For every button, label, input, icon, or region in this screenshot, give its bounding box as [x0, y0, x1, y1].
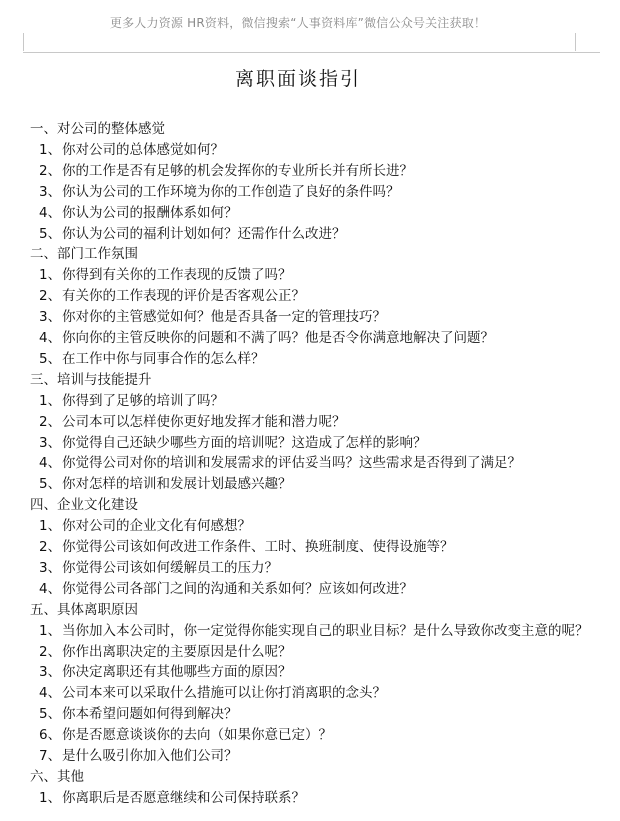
question-text: 你认为公司的工作环境为你的工作创造了良好的条件吗？	[62, 183, 400, 200]
header-frame-left	[23, 33, 24, 51]
section-heading: 一、对公司的整体感觉	[30, 121, 165, 137]
question-number: 3、	[39, 183, 62, 200]
section-heading: 五、具体离职原因	[30, 601, 138, 618]
question-number: 5、	[39, 706, 62, 723]
question-item	[30, 788, 590, 809]
question-item	[30, 621, 590, 642]
question-item	[30, 328, 590, 349]
question-number: 3、	[39, 309, 62, 326]
question-item	[30, 349, 590, 370]
question-number: 4、	[39, 330, 62, 347]
question-number: 4、	[39, 455, 62, 472]
question-text: 你觉得自己还缺少哪些方面的培训呢？这造成了怎样的影响？	[62, 434, 427, 451]
question-text: 你觉得公司该如何改进工作条件、工时、换班制度、使得设施等？	[62, 539, 454, 556]
question-text: 你觉得公司对你的培训和发展需求的评估妥当吗？这些需求是否得到了满足？	[62, 455, 521, 472]
question-number: 4、	[39, 580, 62, 597]
question-item	[30, 265, 590, 286]
question-item	[30, 725, 590, 746]
question-number: 4、	[39, 204, 62, 221]
question-text: 你得到有关你的工作表现的反馈了吗？	[62, 267, 292, 284]
question-text: 公司本来可以采取什么措施可以让你打消离职的念头？	[62, 685, 386, 702]
question-item	[30, 286, 590, 307]
question-number: 1、	[39, 622, 62, 639]
question-text: 你得到了足够的培训了吗？	[62, 392, 224, 409]
question-text: 你是否愿意谈谈你的去向（如果你意已定）？	[62, 727, 332, 744]
question-text: 你对公司的企业文化有何感想？	[62, 518, 251, 535]
question-item	[30, 683, 590, 704]
question-number: 6、	[39, 727, 62, 744]
question-number: 3、	[39, 664, 62, 681]
question-item	[30, 391, 590, 412]
question-text: 你向你的主管反映你的问题和不满了吗？他是否令你满意地解决了问题？	[62, 330, 494, 347]
question-number: 5、	[39, 350, 62, 367]
section-heading: 六、其他	[30, 769, 84, 786]
question-item	[30, 433, 590, 454]
question-text: 你离职后是否愿意继续和公司保持联系？	[62, 789, 305, 806]
question-text: 你觉得公司各部门之间的沟通和关系如何？应该如何改进？	[62, 580, 413, 597]
question-item	[30, 224, 590, 245]
question-text: 公司本可以怎样使你更好地发挥才能和潜力呢？	[62, 413, 346, 430]
question-number: 1、	[39, 518, 62, 535]
question-text: 你认为公司的福利计划如何？还需作什么改进？	[62, 225, 346, 242]
question-item	[30, 161, 590, 182]
question-number: 1、	[39, 789, 62, 806]
question-item	[30, 579, 590, 600]
header-frame-right	[575, 33, 576, 51]
section-heading: 二、部门工作氛围	[30, 246, 138, 263]
question-number: 3、	[39, 434, 62, 451]
question-text: 你对公司的总体感觉如何？	[62, 141, 224, 158]
question-number: 1、	[39, 141, 62, 158]
question-text: 你认为公司的报酬体系如何？	[62, 204, 238, 221]
question-item	[30, 704, 590, 725]
section-heading: 四、企业文化建设	[30, 497, 138, 514]
question-number: 2、	[39, 162, 62, 179]
question-number: 4、	[39, 685, 62, 702]
question-text: 你的工作是否有足够的机会发挥你的专业所长并有所长进？	[62, 162, 413, 179]
question-text: 当你加入本公司时，你一定觉得你能实现自己的职业目标？是什么导致你改变主意的呢？	[62, 622, 589, 639]
question-number: 1、	[39, 392, 62, 409]
question-text: 你作出离职决定的主要原因是什么呢？	[62, 643, 292, 660]
question-item	[30, 516, 590, 537]
question-text: 你觉得公司该如何缓解员工的压力？	[62, 559, 278, 576]
question-number: 2、	[39, 539, 62, 556]
question-number: 1、	[39, 267, 62, 284]
question-number: 5、	[39, 476, 62, 493]
question-number: 2、	[39, 288, 62, 305]
document-title: 离职面谈指引	[234, 68, 361, 90]
question-item	[30, 558, 590, 579]
question-item	[30, 453, 590, 474]
question-number: 7、	[39, 748, 62, 765]
question-text: 你本希望问题如何得到解决？	[62, 706, 238, 723]
header-divider	[23, 52, 600, 53]
question-number: 3、	[39, 559, 62, 576]
question-text: 你决定离职还有其他哪些方面的原因？	[62, 664, 292, 681]
question-item	[30, 474, 590, 495]
question-text: 在工作中你与同事合作的怎么样？	[62, 350, 265, 367]
question-text: 你对怎样的培训和发展计划最感兴趣？	[62, 476, 292, 493]
question-item	[30, 182, 590, 203]
question-item	[30, 307, 590, 328]
header-note: 更多人力资源 HR资料，微信搜索“人事资料库”微信公众号关注获取！	[109, 16, 487, 30]
section-heading: 三、培训与技能提升	[30, 371, 152, 388]
question-item	[30, 203, 590, 224]
question-number: 5、	[39, 225, 62, 242]
question-item	[30, 412, 590, 433]
question-number: 2、	[39, 643, 62, 660]
question-item	[30, 642, 590, 663]
question-item	[30, 537, 590, 558]
question-item	[30, 662, 590, 683]
question-number: 2、	[39, 413, 62, 430]
question-text: 有关你的工作表现的评价是否客观公正？	[62, 288, 305, 305]
question-text: 你对你的主管感觉如何？他是否具备一定的管理技巧？	[62, 309, 386, 326]
question-text: 是什么吸引你加入他们公司？	[62, 748, 238, 765]
document-body	[30, 119, 590, 809]
question-item	[30, 746, 590, 767]
question-item	[30, 140, 590, 161]
